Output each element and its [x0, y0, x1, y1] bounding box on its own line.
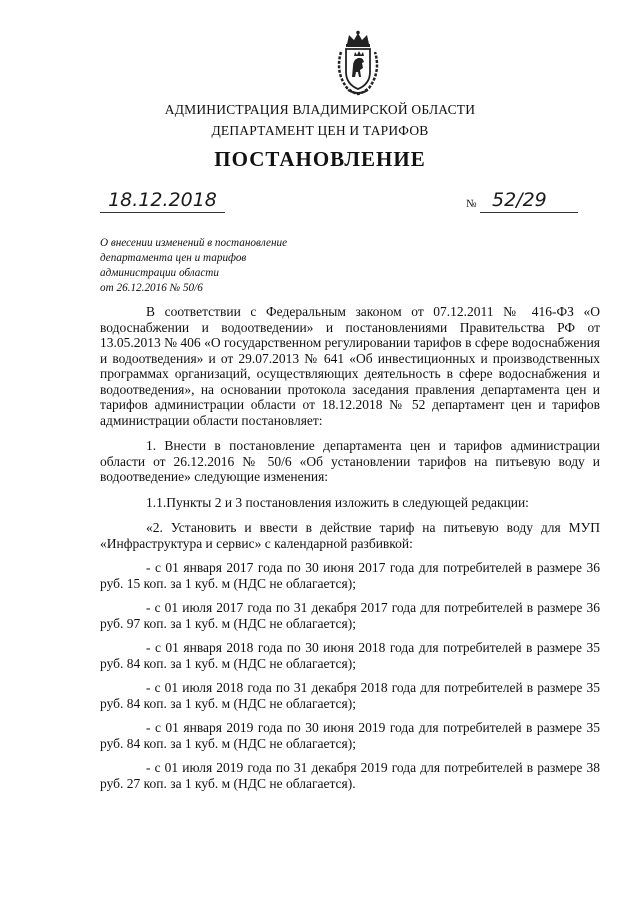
document-number: 52/29 [480, 188, 578, 213]
subject-line: от 26.12.2016 № 50/6 [100, 282, 203, 294]
tariff-paragraph: - с 01 января 2017 года по 30 июня 2017 года для потребителей в размере 36 руб. 15 коп. за 1 куб. м (НДС не облагается); [100, 560, 600, 591]
tariff-paragraph: - с 01 июля 2019 года по 31 декабря 2019 года для потребителей в размере 38 руб. 27 коп. за 1 куб. м (НДС не облагается). [100, 760, 600, 791]
preamble-paragraph: В соответствии с Федеральным законом от 07.12.2011 № 416-ФЗ «О водоснабжении и водоотведении» и постановлениями Правительства РФ от 13.05.2013 № 406 «О государственном регулировании тарифов в сфере водоснабжения и водоотведения» и от 29.07.2013 № 641 «Об инвестиционных и производственных программах организаций, осуществляющих деятельность в сфере водоснабжения и водоотведения», на основании протокола заседания правления департамента цен и тарифов администрации области от 18.12.2018 № 52 департамент цен и тарифов администрации области постановляет: [100, 304, 600, 428]
document-subject [100, 236, 287, 296]
coat-of-arms-emblem [333, 30, 383, 96]
organization-name: АДМИНИСТРАЦИЯ ВЛАДИМИРСКОЙ ОБЛАСТИ [164, 102, 476, 117]
document-title: ПОСТАНОВЛЕНИЕ [214, 147, 426, 171]
document-body [100, 304, 600, 791]
tariff-paragraph: - с 01 июля 2018 года по 31 декабря 2018 года для потребителей в размере 35 руб. 84 коп. за 1 куб. м (НДС не облагается); [100, 680, 600, 711]
subject-line: департамента цен и тарифов [100, 252, 247, 264]
item-1-1-paragraph: 1.1.Пункты 2 и 3 постановления изложить в следующей редакции: [146, 494, 529, 510]
item-1-paragraph: 1. Внести в постановление департамента цен и тарифов администрации области от 26.12.2016 № 50/6 «Об установлении тарифов на питьевую воду и водоотведение» следующие изменения: [100, 438, 600, 484]
number-sign: № [466, 198, 477, 210]
subject-line: О внесении изменений в постановление [100, 237, 288, 249]
item-2-paragraph: «2. Установить и ввести в действие тариф на питьевую воду для МУП «Инфраструктура и сервис» с календарной разбивкой: [100, 520, 600, 551]
document-date: 18.12.2018 [100, 188, 225, 213]
department-name: ДЕПАРТАМЕНТ ЦЕН И ТАРИФОВ [211, 123, 429, 138]
tariff-paragraph: - с 01 июля 2017 года по 31 декабря 2017 года для потребителей в размере 36 руб. 97 коп. за 1 куб. м (НДС не облагается); [100, 600, 600, 631]
tariff-paragraph: - с 01 января 2018 года по 30 июня 2018 года для потребителей в размере 35 руб. 84 коп. за 1 куб. м (НДС не облагается); [100, 640, 600, 671]
tariff-paragraph: - с 01 января 2019 года по 30 июня 2019 года для потребителей в размере 35 руб. 84 коп. за 1 куб. м (НДС не облагается); [100, 720, 600, 751]
subject-line: администрации области [100, 267, 219, 279]
